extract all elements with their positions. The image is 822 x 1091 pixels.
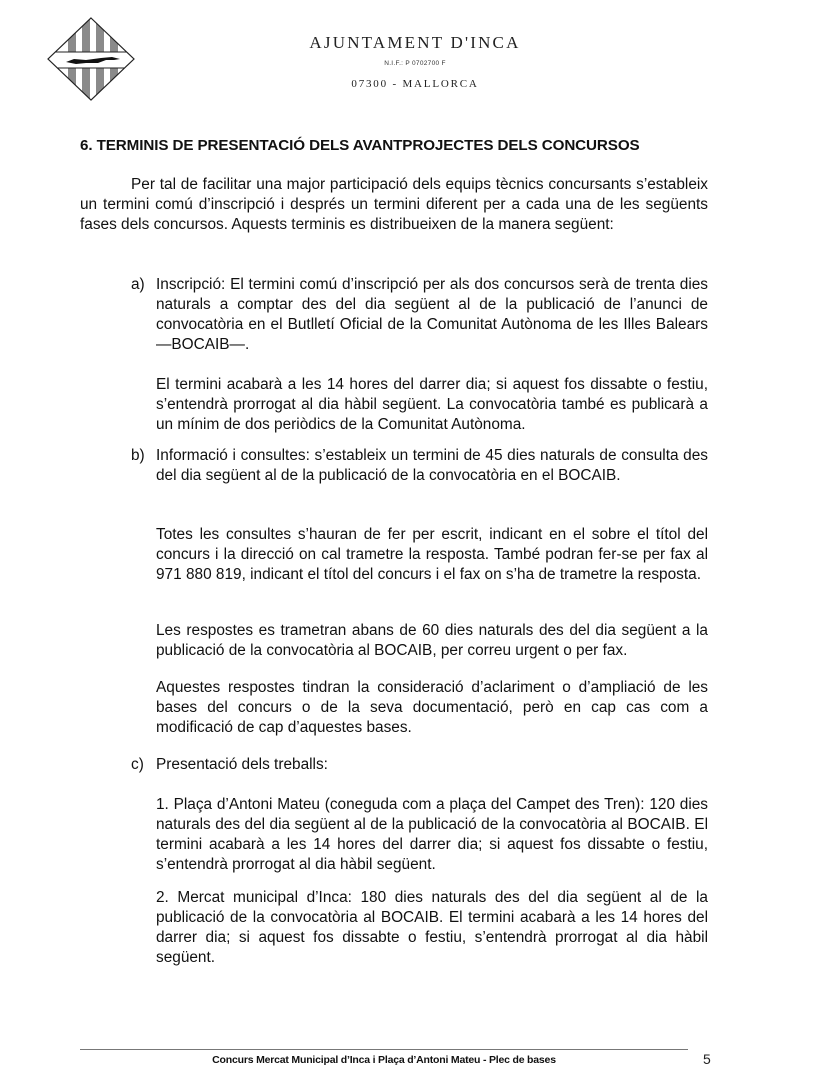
organization-nif: N.I.F.: P 0702700 F bbox=[384, 60, 446, 67]
item-c-paragraph-3: 2. Mercat municipal d’Inca: 180 dies naturals des del dia següent al de la publicació de la convocatòria al BOCAIB. El termini acabarà a les 14 hores del darrer dia; si aquest fos dissabte o festiu, s’entendrà prorrogat al dia hàbil següent. bbox=[156, 889, 708, 967]
list-marker-a: a) bbox=[131, 276, 145, 293]
item-a-paragraph-1: Inscripció: El termini comú d’inscripció per als dos concursos serà de trenta dies naturals a comptar des del dia següent al de la publicació de l’anunci de convocatòria en el Butlletí Oficial de la Comunitat Autònoma de les Illes Balears —BOCAIB—. bbox=[156, 276, 708, 354]
item-a-paragraph-2: El termini acabarà a les 14 hores del darrer dia; si aquest fos dissabte o festiu, s’entendrà prorrogat al dia hàbil següent. La convocatòria també es publicarà a un mínim de dos periòdics de la Comunitat Autònoma. bbox=[156, 376, 708, 434]
intro-paragraph: Per tal de facilitar una major participació dels equips tècnics concursants s’estableix un termini comú d’inscripció i després un termini diferent per a cada una de les següents fases dels concursos. Aquests terminis es distribueixen de la manera següent: bbox=[80, 176, 708, 234]
footer-text: Concurs Mercat Municipal d’Inca i Plaça d’Antoni Mateu - Plec de bases bbox=[212, 1054, 556, 1066]
footer-divider bbox=[80, 1049, 688, 1050]
section-title: 6. TERMINIS DE PRESENTACIÓ DELS AVANTPROJECTES DELS CONCURSOS bbox=[80, 137, 640, 154]
item-b-paragraph-1: Informació i consultes: s’estableix un termini de 45 dies naturals de consulta des del dia següent al de la publicació de la convocatòria en el BOCAIB. bbox=[156, 447, 708, 485]
list-marker-c: c) bbox=[131, 756, 144, 773]
inca-coat-of-arms-icon bbox=[46, 16, 136, 102]
item-c-paragraph-2: 1. Plaça d’Antoni Mateu (coneguda com a plaça del Campet des Tren): 120 dies naturals des del dia següent al de la publicació de la convocatòria al BOCAIB. El termini acabarà a les 14 hores del darrer dia; si aquest fos dissabte o festiu, s’entendrà prorrogat al dia hàbil següent. bbox=[156, 796, 708, 874]
item-c-paragraph-1: Presentació dels treballs: bbox=[156, 756, 328, 773]
item-b-paragraph-2: Totes les consultes s’hauran de fer per escrit, indicant en el sobre el títol del concurs i la direcció on cal trametre la resposta. També podran fer-se per fax al 971 880 819, indicant el títol del concurs i el fax on s’ha de trametre la resposta. bbox=[156, 526, 708, 584]
organization-title: AJUNTAMENT D'INCA bbox=[309, 33, 521, 52]
item-b-paragraph-4: Aquestes respostes tindran la consideració d’aclariment o d’ampliació de les bases del concurs o de la seva documentació, però en cap cas com a modificació de cap d’aquestes bases. bbox=[156, 679, 708, 737]
item-b-paragraph-3: Les respostes es trametran abans de 60 dies naturals des del dia següent a la publicació de la convocatòria al BOCAIB, per correu urgent o per fax. bbox=[156, 622, 708, 660]
list-marker-b: b) bbox=[131, 447, 145, 464]
organization-city: 07300 - MALLORCA bbox=[351, 78, 479, 90]
page-number: 5 bbox=[703, 1051, 711, 1067]
